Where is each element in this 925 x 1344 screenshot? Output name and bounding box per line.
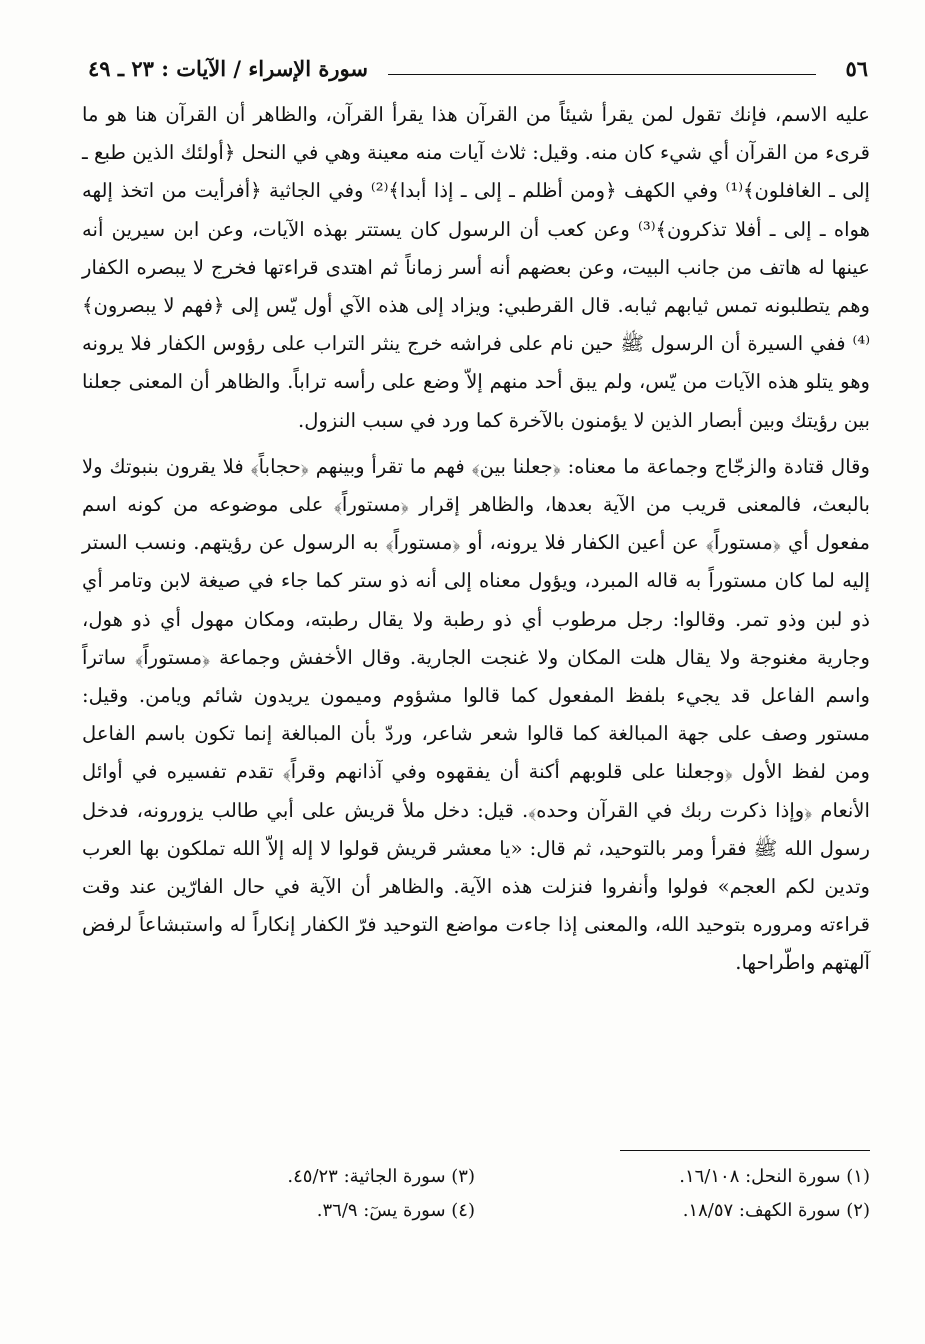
footnote-column-right [679, 1160, 870, 1228]
header-rule [388, 74, 816, 75]
footnote-2: (٢) سورة الكهف: ١٨/٥٧. [682, 1200, 870, 1221]
running-title: سورة الإسراء / الآيات : ٢٣ ـ ٤٩ [88, 56, 368, 81]
footnote-4: (٤) سورة يسٓ: ٣٦/٩. [316, 1200, 475, 1221]
footnote-3: (٣) سورة الجاثية: ٤٥/٢٣. [287, 1166, 475, 1187]
footnote-column-left [287, 1160, 475, 1228]
main-text [82, 96, 870, 983]
page-header [88, 52, 868, 88]
footnote-rule [620, 1150, 870, 1151]
paragraph: عليه الاسم، فإنك تقول لمن يقرأ شيئاً من القرآن هذا يقرأ القرآن، والظاهر أن القرآن هنا هو ما قرىء من القرآن أي شيء كان منه. وقيل: ثلاث آيات منه معينة وهي في النحل ﴿أولئك الذين طبع ـ إلى ـ الغافلون﴾⁽¹⁾ وفي الكهف ﴿ومن أظلم ـ إلى ـ إذا أبدا﴾⁽²⁾ وفي الجاثية ﴿أفرأيت من اتخذ إلهه هواه ـ إلى ـ أفلا تذكرون﴾⁽³⁾ وعن كعب أن الرسول كان يستتر بهذه الآيات، وعن ابن سيرين أنه عينها له هاتف من جانب البيت، وعن بعضهم أنه أسر زماناً ثم اهتدى قراءتها فخرج لا يبصره الكفار وهم يتطلبونه تمس ثيابهم ثيابه. قال القرطبي: ويزاد إلى هذه الآي أول يّس إلى ﴿فهم لا يبصرون﴾⁽⁴⁾ ففي السيرة أن الرسول ﷺ حين نام على فراشه خرج ينثر التراب على رؤوس الكفار فلا يرونه وهو يتلو هذه الآيات من يّس، ولم يبق أحد منهم إلاّ وضع على رأسه تراباً. والظاهر أن المعنى جعلنا بين رؤيتك وبين أبصار الذين لا يؤمنون بالآخرة كما ورد في سبب النزول. [82, 103, 870, 432]
page-number: ٥٦ [845, 56, 868, 81]
footnote-1: (١) سورة النحل: ١٦/١٠٨. [679, 1166, 870, 1187]
paragraph: وقال قتادة والزجّاج وجماعة ما معناه: ﴿جعلنا بين﴾ فهم ما تقرأ وبينهم ﴿حجاباً﴾ فلا يقرون بنبوتك ولا بالبعث، فالمعنى قريب من الآية بعدها، والظاهر إقرار ﴿مستوراً﴾ على موضوعه من كونه اسم مفعول أي ﴿مستوراً﴾ عن أعين الكفار فلا يرونه، أو ﴿مستوراً﴾ به الرسول عن رؤيتهم. ونسب الستر إليه لما كان مستوراً به قاله المبرد، ويؤول معناه إلى أنه ذو ستر كما جاء في صيغة لابن وتامر أي ذو لبن وذو تمر. وقالوا: رجل مرطوب أي ذو رطبة ولا يقال رطبته، ومكان مهول أي ذو هول، وجارية مغنوجة ولا يقال هلت المكان ولا غنجت الجارية. وقال الأخفش وجماعة ﴿مستوراً﴾ ساتراً واسم الفاعل قد يجيء بلفظ المفعول كما قالوا مشؤوم وميمون يريدون شائم ويامن. وقيل: مستور وصف على جهة المبالغة كما قالوا شعر شاعر، وردّ بأن المبالغة إنما تكون باسم الفاعل ومن لفظ الأول ﴿وجعلنا على قلوبهم أكنة أن يفقهوه وفي آذانهم وقراً﴾ تقدم تفسيره في أوائل الأنعام ﴿وإذا ذكرت ربك في القرآن وحده﴾. قيل: دخل ملأ قريش على أبي طالب يزورونه، فدخل رسول الله ﷺ فقرأ ومر بالتوحيد، ثم قال: «يا معشر قريش قولوا لا إله إلاّ الله تملكون بها العرب وتدين لكم العجم» فولوا وأنفروا فنزلت هذه الآية. والظاهر أن الآية في حال الفارّين عند وقت قراءته ومروره بتوحيد الله، والمعنى إذا جاءت مواضع التوحيد فرّ الكفار إنكاراً له واستبشاعاً لرفض آلهتهم واطّراحها. [82, 454, 870, 975]
